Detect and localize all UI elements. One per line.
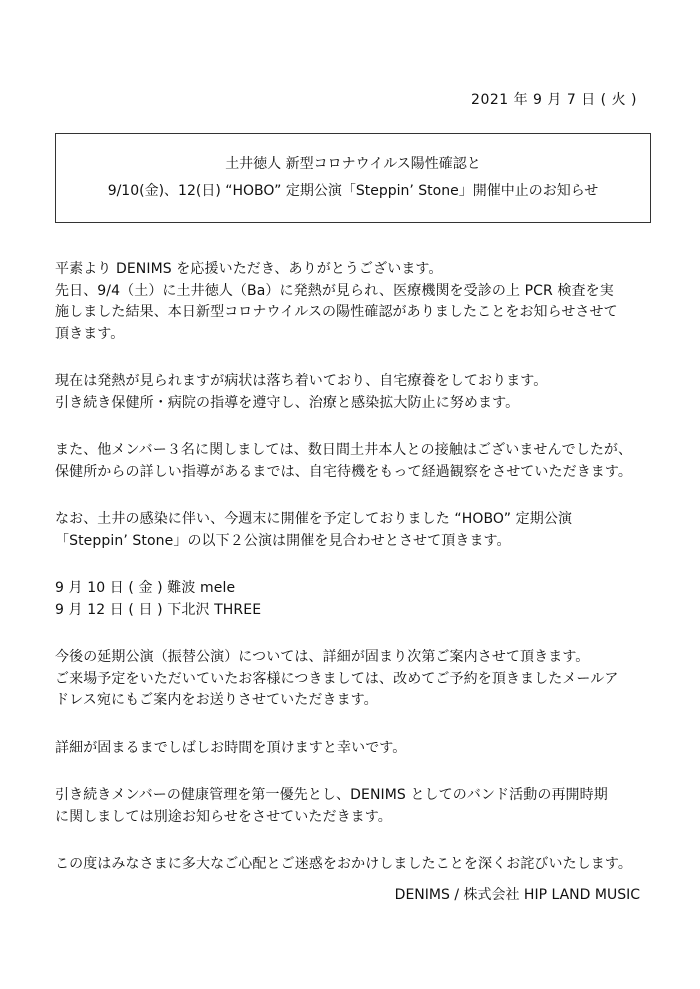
paragraph-line: 今後の延期公演（振替公演）については、詳細が固まり次第ご案内させて頂きます。 [55,649,590,665]
paragraph-line: また、他メンバー３名に関しましては、数日間土井本人との接触はございませんでしたが、 [55,442,633,458]
paragraph-line: に関しましては別途お知らせをさせていただきます。 [55,808,392,825]
show-date-line: 9 月 10 日 ( 金 ) 難波 mele [55,580,236,596]
paragraph-band-activity [55,785,675,828]
paragraph-line: ご来場予定をいただいていたお客様につきましては、改めてご予約を頂きましたメールア [55,670,619,687]
paragraph-line: 引き続きメンバーの健康管理を第一優先とし、DENIMS としてのバンド活動の再開時期 [55,787,608,803]
document-body [55,259,675,902]
document-date: 2021 年 9 月 7 日 ( 火 ) [471,92,637,108]
paragraph-greeting [55,259,675,345]
paragraph-apology [55,854,675,876]
paragraph-line: 先日、9/4（土）に土井徳人（Ba）に発熱が見られ、医療機関を受診の上 PCR 検査を実 [55,282,614,299]
paragraph-rescheduling [55,647,675,712]
paragraph-line: 現在は発熱が見られますが病状は落ち着いており、自宅療養をしております。 [55,373,548,389]
paragraph-line: 保健所からの詳しい指導があるまでは、自宅待機をもって経過観察をさせていただきます。 [55,463,632,480]
title-line-1: 土井徳人 新型コロナウイルス陽性確認と [225,156,481,172]
signature: DENIMS / 株式会社 HIP LAND MUSIC [394,887,640,903]
paragraph-line: 平素より DENIMS を応援いただき、ありがとうございます。 [55,261,443,277]
show-date-line: 9 月 12 日 ( 日 ) 下北沢 THREE [55,601,262,618]
paragraph-line: 引き続き保健所・病院の指導を遵守し、治療と感染拡大防止に努めます。 [55,394,520,411]
paragraph-line: ドレス宛にもご案内をお送りさせていただきます。 [55,692,378,708]
paragraph-line: 詳細が固まるまでしばしお時間を頂けますと幸いです。 [55,739,407,756]
paragraph-line: この度はみなさまに多大なご心配とご迷惑をおかけしましたことを深くお詫びいたします。 [55,856,632,872]
paragraph-line: 施しました結果、本日新型コロナウイルスの陽性確認がありましたことをお知らせさせて [55,304,618,320]
paragraph-line: 頂きます。 [55,325,125,342]
paragraph-condition [55,371,675,414]
title-box [55,133,651,223]
paragraph-line: なお、土井の感染に伴い、今週末に開催を予定しておりました “HOBO” 定期公演 [55,511,573,527]
paragraph-patience [55,738,675,760]
title-line-2: 9/10(金)、12(日) “HOBO” 定期公演「Steppin’ Stone」開催中止のお知らせ [107,183,599,199]
paragraph-show-list [55,578,675,621]
paragraph-cancellation [55,509,675,552]
paragraph-other-members [55,440,675,483]
paragraph-line: 「Steppin’ Stone」の以下２公演は開催を見合わせとさせて頂きます。 [55,532,511,549]
